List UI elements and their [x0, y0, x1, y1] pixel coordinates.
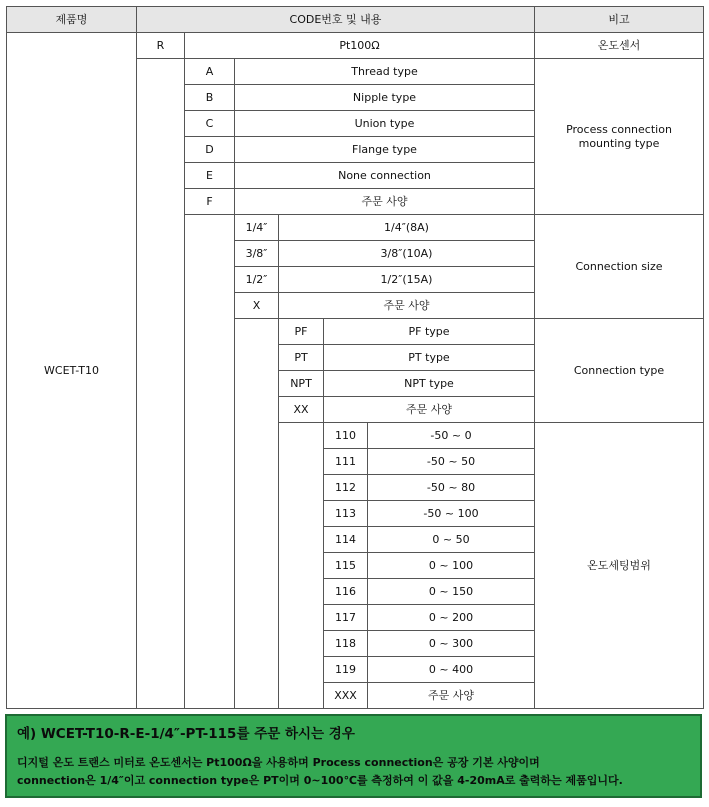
temperature-range-code: 115: [323, 552, 368, 579]
process-connection-content: Flange type: [234, 136, 535, 163]
connection-type-code: PF: [278, 318, 324, 345]
temperature-range-content: 주문 사양: [367, 682, 535, 709]
process-connection-code: B: [184, 84, 235, 111]
temperature-range-content: -50 ~ 0: [367, 422, 535, 449]
example-description-line-2: connection은 1/4″이고 connection type은 PT이며 0~100℃를 측정하여 이 값을 4-20mA로 출력하는 제품입니다.: [17, 774, 623, 787]
connection-size-code: 1/4″: [234, 214, 279, 241]
temperature-range-content: 0 ~ 100: [367, 552, 535, 579]
indent-level-2: [184, 214, 235, 709]
temperature-range-code: 119: [323, 656, 368, 683]
temperature-range-code: XXX: [323, 682, 368, 709]
header-product-name: 제품명: [6, 6, 137, 33]
process-connection-remark: Process connection mounting type: [534, 58, 704, 215]
sensor-code-cell: R: [136, 32, 185, 59]
process-connection-content: Thread type: [234, 58, 535, 85]
connection-size-code: 1/2″: [234, 266, 279, 293]
connection-type-code: XX: [278, 396, 324, 423]
connection-size-content: 1/4″(8A): [278, 214, 535, 241]
connection-size-code: X: [234, 292, 279, 319]
temperature-range-content: 0 ~ 50: [367, 526, 535, 553]
header-remark: 비고: [534, 6, 704, 33]
connection-size-remark: Connection size: [534, 214, 704, 319]
connection-type-remark: Connection type: [534, 318, 704, 423]
connection-type-content: NPT type: [323, 370, 535, 397]
temperature-range-content: -50 ~ 80: [367, 474, 535, 501]
temperature-range-remark: 온도세팅범위: [534, 422, 704, 709]
temperature-range-code: 117: [323, 604, 368, 631]
connection-type-code: PT: [278, 344, 324, 371]
process-connection-code: C: [184, 110, 235, 137]
process-connection-code: E: [184, 162, 235, 189]
temperature-range-code: 110: [323, 422, 368, 449]
temperature-range-content: 0 ~ 200: [367, 604, 535, 631]
header-code-content: CODE번호 및 내용: [136, 6, 535, 33]
process-connection-code: F: [184, 188, 235, 215]
code-table: [6, 6, 703, 709]
indent-level-4: [278, 422, 324, 709]
sensor-content-cell: Pt100Ω: [184, 32, 535, 59]
connection-size-code: 3/8″: [234, 240, 279, 267]
process-connection-content: Nipple type: [234, 84, 535, 111]
temperature-range-code: 114: [323, 526, 368, 553]
temperature-range-code: 111: [323, 448, 368, 475]
process-connection-content: Union type: [234, 110, 535, 137]
connection-type-content: PT type: [323, 344, 535, 371]
temperature-range-code: 112: [323, 474, 368, 501]
connection-type-content: 주문 사양: [323, 396, 535, 423]
connection-type-content: PF type: [323, 318, 535, 345]
indent-level-1: [136, 58, 185, 709]
temperature-range-content: 0 ~ 150: [367, 578, 535, 605]
example-description: [17, 754, 692, 790]
example-title: 예) WCET-T10-R-E-1/4″-PT-115를 주문 하시는 경우: [17, 726, 355, 742]
temperature-range-code: 116: [323, 578, 368, 605]
temperature-range-content: -50 ~ 100: [367, 500, 535, 527]
connection-size-content: 1/2″(15A): [278, 266, 535, 293]
process-connection-content: 주문 사양: [234, 188, 535, 215]
connection-size-content: 3/8″(10A): [278, 240, 535, 267]
temperature-range-code: 118: [323, 630, 368, 657]
temperature-range-content: -50 ~ 50: [367, 448, 535, 475]
temperature-range-content: 0 ~ 300: [367, 630, 535, 657]
process-connection-code: A: [184, 58, 235, 85]
process-connection-content: None connection: [234, 162, 535, 189]
temperature-range-content: 0 ~ 400: [367, 656, 535, 683]
sensor-remark-cell: 온도센서: [534, 32, 704, 59]
example-box: [5, 714, 702, 798]
indent-level-3: [234, 318, 279, 709]
example-description-line-1: 디지털 온도 트랜스 미터로 온도센서는 Pt100Ω을 사용하며 Process connection은 공장 기본 사양이며: [17, 756, 540, 769]
connection-type-code: NPT: [278, 370, 324, 397]
product-name-cell: WCET-T10: [6, 32, 137, 709]
connection-size-content: 주문 사양: [278, 292, 535, 319]
process-connection-code: D: [184, 136, 235, 163]
temperature-range-code: 113: [323, 500, 368, 527]
